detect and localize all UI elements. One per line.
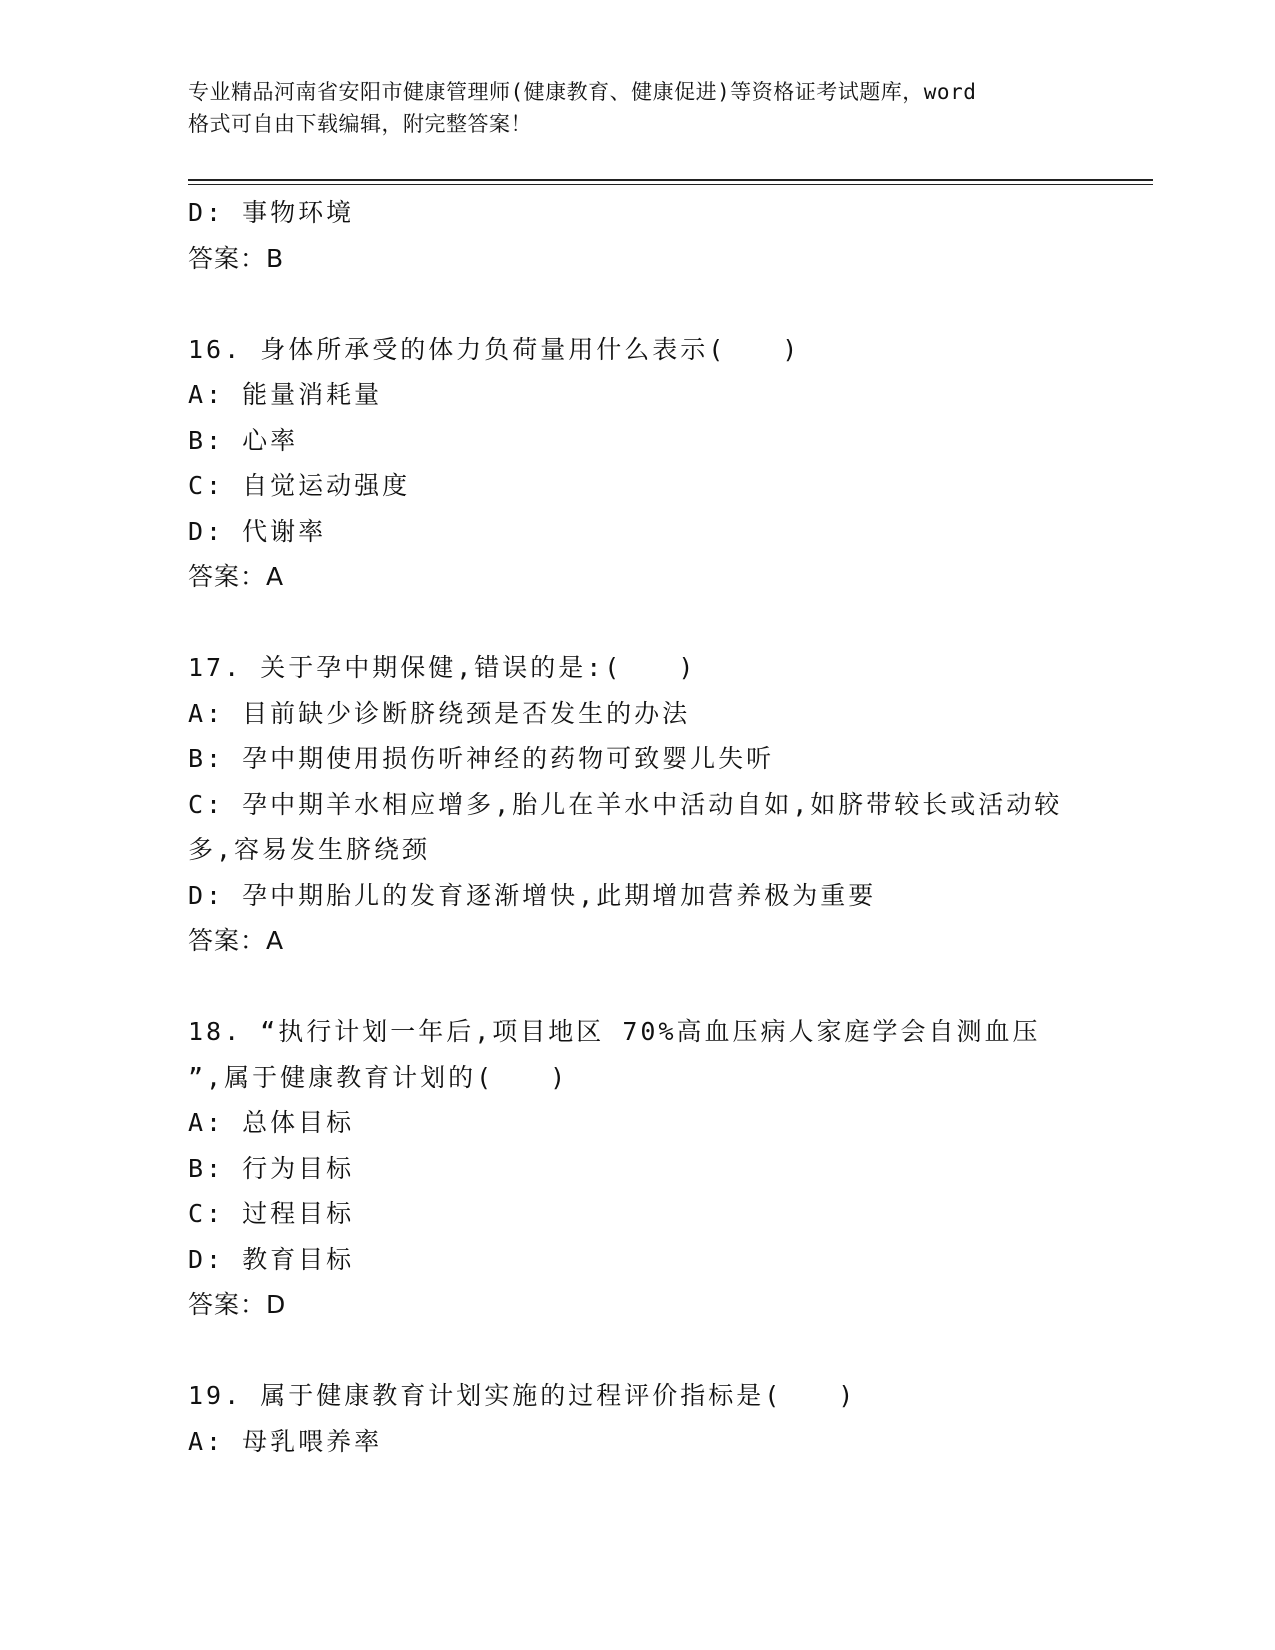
question-15 [188,190,1088,281]
option-a: A: 目前缺少诊断脐绕颈是否发生的办法 [188,698,691,728]
option-b: B: 行为目标 [188,1153,355,1183]
answer: 答案：B [188,243,285,273]
question-stem: 16. 身体所承受的体力负荷量用什么表示( ) [188,334,801,364]
answer: 答案：A [188,926,285,955]
option-c-line-1: C: 孕中期羊水相应增多,胎儿在羊水中活动自如,如脐带较长或活动较 [188,789,1063,819]
spacer [188,600,1088,646]
header-line-1: 专业精品河南省安阳市健康管理师(健康教育、健康促进)等资格证考试题库，word [188,80,977,104]
option-a: A: 总体目标 [188,1108,355,1137]
question-list [188,190,1088,1464]
header-divider [188,179,1153,181]
spacer [188,964,1088,1010]
question-stem-line-1: 18. “执行计划一年后,项目地区 70%高血压病人家庭学会自测血压 [188,1017,1041,1046]
spacer [188,1328,1088,1374]
option-b: B: 孕中期使用损伤听神经的药物可致婴儿失听 [188,744,775,773]
answer: 答案：D [188,1290,287,1319]
option-b: B: 心率 [188,425,299,455]
option-a: A: 能量消耗量 [188,380,383,409]
option-a: A: 母乳喂养率 [188,1426,383,1456]
option-c-line-2: 多,容易发生脐绕颈 [188,835,431,864]
question-stem: 17. 关于孕中期保健,错误的是:( ) [188,653,697,682]
question-16 [188,327,1088,600]
question-stem-line-2: ”,属于健康教育计划的( ) [188,1062,569,1092]
option-d: D: 事物环境 [188,198,355,227]
option-d: D: 孕中期胎儿的发育逐渐增快,此期增加营养极为重要 [188,880,877,910]
spacer [188,281,1088,327]
question-17 [188,645,1088,964]
question-19 [188,1373,1088,1464]
page-header [188,76,1088,140]
answer: 答案：A [188,562,285,591]
question-18 [188,1009,1088,1328]
question-stem: 19. 属于健康教育计划实施的过程评价指标是( ) [188,1381,857,1410]
header-divider-thin [188,184,1153,185]
header-line-2: 格式可自由下载编辑，附完整答案！ [188,112,532,136]
option-d: D: 代谢率 [188,516,327,546]
option-d: D: 教育目标 [188,1244,355,1274]
option-c: C: 自觉运动强度 [188,471,411,500]
option-c: C: 过程目标 [188,1199,355,1228]
